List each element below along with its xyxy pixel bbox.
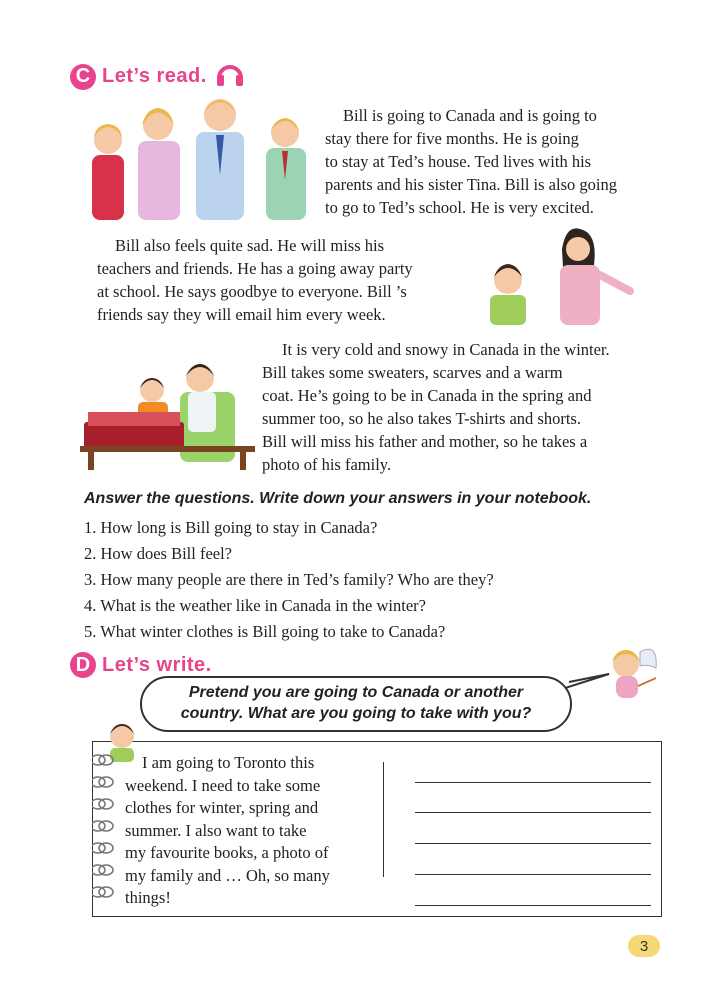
note-line: weekend. I need to take some [125, 775, 321, 795]
answer-line-4[interactable] [415, 874, 651, 875]
page-number: 3 [628, 935, 660, 957]
paragraph-line: Bill will miss his father and mother, so he takes a [262, 432, 588, 451]
paragraph-line: to go to Ted’s school. He is very excited. [325, 198, 594, 217]
answer-line-2[interactable] [415, 812, 651, 813]
packing-illustration [80, 352, 255, 470]
section-c-heading [70, 60, 245, 93]
note-line: clothes for winter, spring and [125, 798, 319, 817]
prompt-bubble [140, 676, 572, 732]
paragraph-line: photo of his family. [262, 455, 392, 474]
prompt-line: country. What are you going to take with you? [180, 705, 532, 722]
question-item: 2. How does Bill feel? [84, 544, 233, 563]
reading-paragraph-1 [325, 104, 617, 219]
question-item: 3. How many people are there in Ted’s family? Who are they? [84, 570, 494, 589]
question-item: 4. What is the weather like in Canada in the winter? [84, 596, 426, 615]
questions-title: Answer the questions. Write down your answers in your notebook. [84, 490, 592, 507]
reading-paragraph-2 [97, 234, 413, 326]
answer-line-1[interactable] [415, 782, 651, 783]
paragraph-line: coat. He’s going to be in Canada in the spring and [262, 386, 592, 405]
question-list [84, 515, 494, 645]
paragraph-line: parents and his sister Tina. Bill is also going [325, 175, 617, 194]
note-line: summer. I also want to take [125, 820, 307, 840]
section-d-badge: D [70, 652, 96, 678]
section-d-heading [70, 652, 212, 678]
paragraph-line: friends say they will email him every week. [97, 305, 386, 324]
family-illustration [80, 95, 320, 220]
bubble-tail [565, 672, 610, 696]
paragraph-line: summer too, so he also takes T-shirts and shorts. [262, 409, 581, 428]
question-item: 5. What winter clothes is Bill going to take to Canada? [84, 622, 446, 641]
paragraph-line: stay there for five months. He is going [325, 129, 579, 148]
section-c-title: Let’s read. [102, 65, 207, 87]
notebook-rings [92, 752, 122, 912]
prompt-line: Pretend you are going to Canada or another [188, 684, 524, 701]
goodbye-illustration [480, 225, 640, 325]
paragraph-line: at school. He says goodbye to everyone. Bill ’s [97, 282, 407, 301]
section-c-badge: C [70, 64, 96, 90]
question-item: 1. How long is Bill going to stay in Canada? [84, 518, 378, 537]
paragraph-line: to stay at Ted’s house. Ted lives with his [325, 152, 592, 171]
sample-note [125, 752, 330, 910]
note-line: my family and … Oh, so many [125, 865, 330, 885]
paragraph-line: It is very cold and snowy in Canada in the winter. [282, 340, 610, 359]
box-divider [383, 762, 384, 877]
headphones-icon[interactable] [215, 60, 245, 93]
paragraph-line: Bill also feels quite sad. He will miss his [115, 236, 385, 255]
paragraph-line: teachers and friends. He has a going away party [97, 259, 413, 278]
note-line: my favourite books, a photo of [125, 843, 329, 862]
section-d-title: Let’s write. [102, 653, 212, 676]
paragraph-line: Bill is going to Canada and is going to [343, 106, 597, 125]
note-line: I am going to Toronto this [142, 753, 315, 772]
answer-line-5[interactable] [415, 905, 651, 906]
answer-line-3[interactable] [415, 843, 651, 844]
paragraph-line: Bill takes some sweaters, scarves and a warm [262, 363, 563, 382]
reading-paragraph-3 [262, 338, 610, 476]
note-line: things! [125, 888, 171, 907]
